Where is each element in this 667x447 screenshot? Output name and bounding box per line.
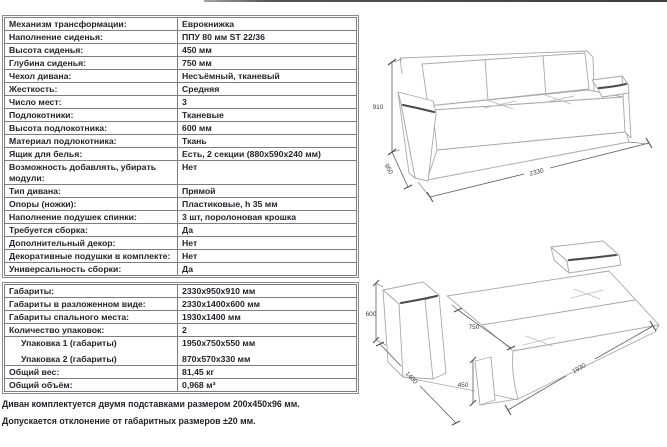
table-row <box>5 285 357 298</box>
spec-label: Глубина сиденья: <box>5 57 178 70</box>
table-row <box>5 237 357 250</box>
dims-value: 2330x950x910 мм <box>178 285 357 298</box>
table-row <box>5 70 357 83</box>
dims-label: Количество упаковок: <box>5 324 178 337</box>
spec-value: Несъёмный, тканевый <box>178 70 357 83</box>
package-values <box>178 337 357 366</box>
spec-value: Да <box>178 224 357 237</box>
table-row <box>5 31 357 44</box>
spec-value: ППУ 80 мм ST 22/36 <box>178 31 357 44</box>
spec-label: Число мест: <box>5 96 178 109</box>
package-2-value: 870x570x330 мм <box>182 353 251 364</box>
dims-label: Габариты спального места: <box>5 311 178 324</box>
note-line-2: Допускается отклонение от габаритных размеров ±20 мм. <box>2 416 256 426</box>
table-row <box>5 224 357 237</box>
spec-value: Есть, 2 секции (880x590x240 мм) <box>178 148 357 161</box>
spec-label: Наполнение подушек спинки: <box>5 211 178 224</box>
sofa-folded-drawing <box>366 40 662 202</box>
spec-label: Декоративные подушки в комплекте: <box>5 250 178 263</box>
spec-value: Прямой <box>178 185 357 198</box>
spec-value: 450 мм <box>178 44 357 57</box>
dims-value: 2 <box>178 324 357 337</box>
spec-label: Подлокотники: <box>5 109 178 122</box>
table-row <box>5 263 357 276</box>
table-row <box>5 298 357 311</box>
table-row <box>5 122 357 135</box>
package-1-label: Упаковка 1 (габариты) <box>21 337 117 348</box>
dim-label-450: 450 <box>457 382 469 389</box>
spec-value: 750 мм <box>178 57 357 70</box>
spec-label: Механизм трансформации: <box>5 18 178 31</box>
dim-label-950: 950 <box>382 162 395 176</box>
dim-tick <box>427 192 433 202</box>
package-1-value: 1950x750x550 мм <box>182 337 256 348</box>
spec-value: Ткань <box>178 135 357 148</box>
dim-tick <box>404 185 412 189</box>
spec-value: 600 мм <box>178 122 357 135</box>
dims-value: 0,968 м³ <box>178 379 357 392</box>
package-row <box>5 337 357 366</box>
table-row <box>5 18 357 31</box>
dims-label: Габариты: <box>5 285 178 298</box>
spec-label: Опоры (ножки): <box>5 198 178 211</box>
spec-value: Пластиковые, h 35 мм <box>178 198 357 211</box>
table-row <box>5 324 357 337</box>
dim-tick <box>646 138 652 148</box>
spec-value: Нет <box>178 237 357 250</box>
dim-tick <box>454 308 462 312</box>
spec-value: Нет <box>178 250 357 263</box>
table-row <box>5 161 357 185</box>
dimensions-table <box>4 284 357 392</box>
dims-label: Общий вес: <box>5 366 178 379</box>
spec-label: Возможность добавлять, убирать модули: <box>5 161 178 185</box>
spec-value: 3 шт, поролоновая крошка <box>178 211 357 224</box>
spec-label: Требуется сборка: <box>5 224 178 237</box>
dim-tick <box>505 405 511 415</box>
dim-label-1400: 1400 <box>403 370 419 386</box>
table-row <box>5 96 357 109</box>
table-row <box>5 57 357 70</box>
table-row <box>5 250 357 263</box>
table-row <box>5 366 357 379</box>
package-2-label: Упаковка 2 (габариты) <box>21 353 117 364</box>
window-edge-strip <box>204 0 667 2</box>
dim-label-750: 750 <box>468 324 480 331</box>
spec-value: Еврокнижка <box>178 18 357 31</box>
dim-label-910: 910 <box>372 104 384 111</box>
table-row <box>5 135 357 148</box>
spec-label: Материал подлокотника: <box>5 135 178 148</box>
dims-value: 1930x1400 мм <box>178 311 357 324</box>
dims-label: Габариты в разложенном виде: <box>5 298 178 311</box>
dim-label-600: 600 <box>365 311 377 318</box>
package-labels <box>5 337 178 366</box>
spec-value: Да <box>178 263 357 276</box>
spec-sheet <box>4 17 344 427</box>
note-line-1: Диван комплектуется двумя подставками размером 200x450x96 мм. <box>2 399 300 409</box>
spec-label: Наполнение сиденья: <box>5 31 178 44</box>
table-row <box>5 148 357 161</box>
footnotes <box>2 399 344 427</box>
dim-label-1930: 1930 <box>571 362 588 376</box>
spec-label: Дополнительный декор: <box>5 237 178 250</box>
spec-label: Чехол дивана: <box>5 70 178 83</box>
sofa-unfolded-drawing <box>363 234 663 440</box>
spec-label: Универсальность сборки: <box>5 263 178 276</box>
dims-value: 2330x1400x600 мм <box>178 298 357 311</box>
dim-tick <box>376 342 384 346</box>
table-row <box>5 379 357 392</box>
table-row <box>5 211 357 224</box>
dim-tick <box>452 421 460 425</box>
table-row <box>5 311 357 324</box>
dims-value: 81,45 кг <box>178 366 357 379</box>
table-row <box>5 83 357 96</box>
table-row <box>5 185 357 198</box>
sofa-back-left-edge <box>400 58 402 74</box>
spec-value: Средняя <box>178 83 357 96</box>
spec-label: Тип дивана: <box>5 185 178 198</box>
dim-line-950 <box>392 152 408 187</box>
spec-table <box>4 17 357 276</box>
table-row <box>5 109 357 122</box>
dim-label-2330: 2330 <box>528 167 545 178</box>
spec-label: Высота сиденья: <box>5 44 178 57</box>
table-row <box>5 198 357 211</box>
spec-label: Ящик для белья: <box>5 148 178 161</box>
left-armrest-post <box>425 295 446 379</box>
table-row <box>5 44 357 57</box>
spec-value: Нет <box>178 161 357 185</box>
bed-support-post <box>475 357 495 405</box>
spec-value: Тканевые <box>178 109 357 122</box>
dims-label: Общий объём: <box>5 379 178 392</box>
spec-label: Жесткость: <box>5 83 178 96</box>
spec-label: Высота подлокотника: <box>5 122 178 135</box>
spec-value: 3 <box>178 96 357 109</box>
